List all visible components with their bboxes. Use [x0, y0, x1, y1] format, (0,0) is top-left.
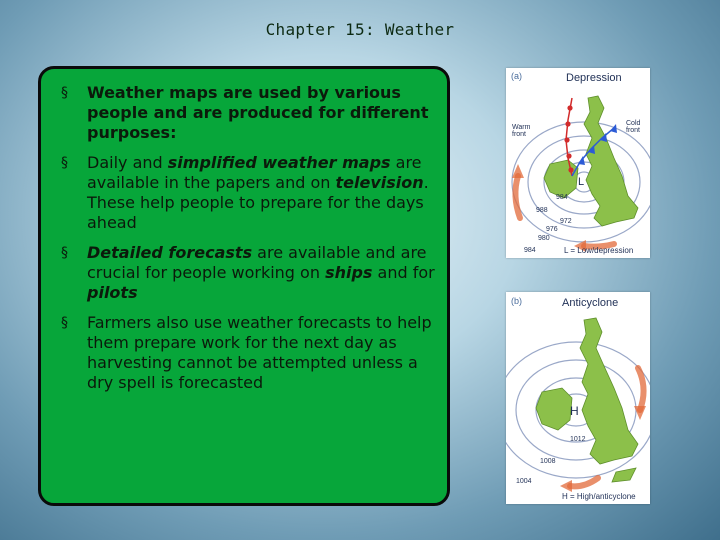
- bullet-text: are available in the papers and on: [87, 153, 422, 192]
- bullet-text: Weather maps are used by various people and are produced for different purposes:: [87, 83, 429, 142]
- bullet-text: . These help people to prepare for the days ahead: [87, 173, 429, 232]
- cold-front-label: Cold front: [626, 120, 641, 134]
- anticyclone-map-drawing: [506, 292, 650, 504]
- map-a-legend: L = Low/depression: [564, 246, 634, 255]
- bullet-marker-icon: §: [61, 315, 68, 331]
- bullet-text: Farmers also use weather forecasts to help them prepare work for the next day as harvesting cannot be attempted unless a dry spell is forecasted: [87, 313, 432, 392]
- map-b-legend: H = High/anticyclone: [562, 492, 636, 501]
- wind-arrowhead-south: [560, 480, 572, 492]
- isobar-label-1: 984: [556, 194, 568, 201]
- bullet-marker-icon: §: [61, 155, 68, 171]
- bullet-text: and for: [372, 263, 435, 282]
- warm-front-label: Warm front: [512, 124, 531, 138]
- bullet-text: are available and are crucial for people working on: [87, 243, 427, 282]
- isobar-label-3: 972: [560, 218, 572, 225]
- bullet-text: Daily and: [87, 153, 168, 172]
- map-a-label: (a): [511, 71, 522, 81]
- bullet-text: pilots: [87, 283, 138, 302]
- bullet-item: [61, 153, 435, 233]
- isobar-label-4: 976: [546, 226, 558, 233]
- bullet-marker-icon: §: [61, 245, 68, 261]
- bullet-item: [61, 243, 435, 303]
- depression-map-drawing: [506, 68, 650, 258]
- isobar-label-1012: 1012: [570, 436, 586, 443]
- content-box: [38, 66, 450, 506]
- wind-arrow-east: [638, 368, 644, 410]
- wind-arrow-south: [570, 478, 598, 486]
- slide-title: Chapter 15: Weather: [265, 20, 455, 39]
- wind-arrow-west: [515, 176, 520, 218]
- isobar-label-5: 980: [538, 235, 550, 242]
- isobar-label-1008: 1008: [540, 458, 556, 465]
- high-pressure-center: H: [570, 404, 579, 418]
- isobar-label-2: 988: [536, 207, 548, 214]
- map-a-title: Depression: [566, 72, 622, 84]
- depression-map: [506, 68, 650, 258]
- france-coast-land: [612, 468, 636, 482]
- bullet-text: ships: [325, 263, 373, 282]
- low-pressure-center: L: [578, 176, 585, 188]
- map-b-title: Anticyclone: [562, 297, 619, 309]
- bullet-text: Detailed forecasts: [87, 243, 253, 262]
- anticyclone-map: [506, 292, 650, 504]
- isobar-label-1004: 1004: [516, 478, 532, 485]
- great-britain-land: [580, 318, 638, 464]
- bullet-text: television: [335, 173, 424, 192]
- bullet-list: [41, 69, 447, 393]
- isobar-label-6: 984: [524, 247, 536, 254]
- bullet-text: simplified weather maps: [167, 153, 391, 172]
- bullet-marker-icon: §: [61, 85, 68, 101]
- ireland-land: [544, 160, 578, 198]
- map-b-label: (b): [511, 296, 522, 306]
- great-britain-land: [584, 96, 641, 226]
- bullet-item: [61, 83, 435, 143]
- bullet-item: [61, 313, 435, 393]
